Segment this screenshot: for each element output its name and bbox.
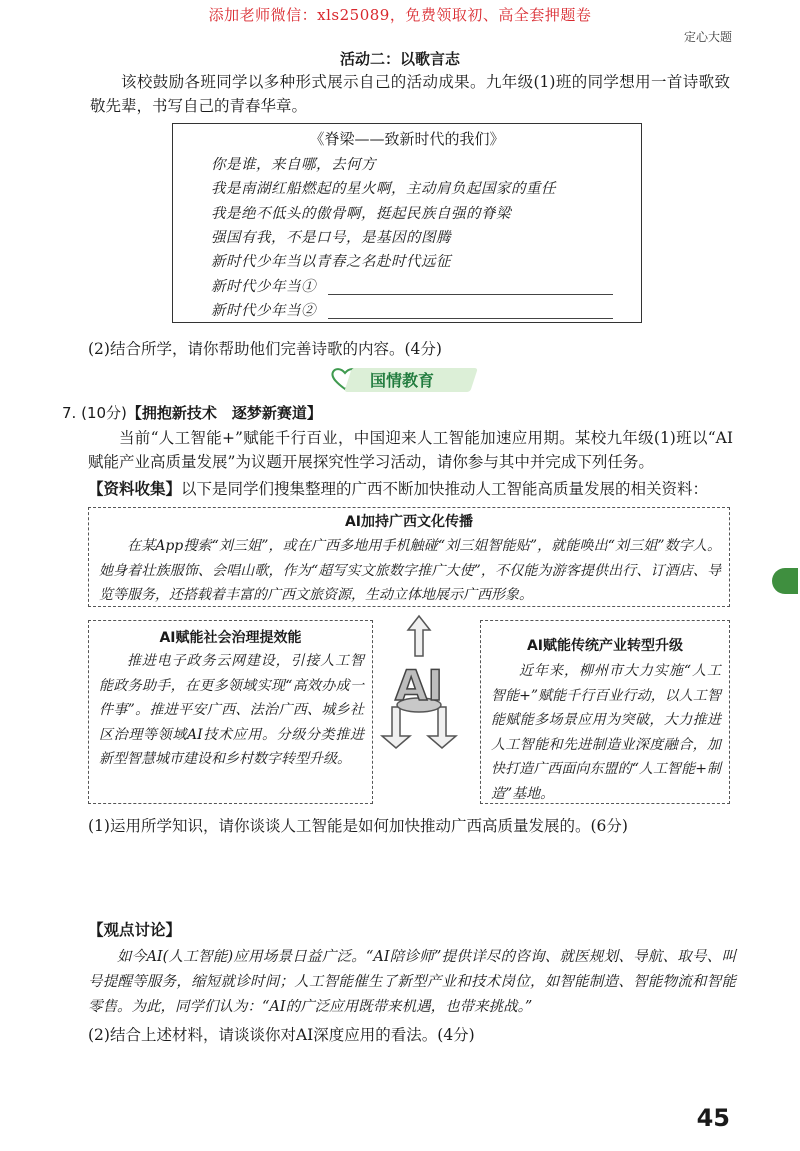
material-box-culture <box>88 507 730 607</box>
material-box-governance <box>88 620 373 804</box>
ai-arrows-logo <box>380 612 458 752</box>
question-tag: 【拥抱新技术 逐梦新赛道】 <box>126 404 322 422</box>
answer-blank-line-2 <box>328 318 613 319</box>
poem-line: 你是谁，来自哪，去何方 <box>211 157 376 173</box>
q7-question1: (1)运用所学知识，请你谈谈人工智能是如何加快推动广西高质量发展的。(6分) <box>88 817 628 835</box>
collect-label: 【资料收集】 <box>88 480 182 498</box>
discussion-text: 如今AI(人工智能)应用场景日益广泛。“AI陪诊师”提供详尽的咨询、就医规划、导航、取号、叫号提醒等服务，缩短就诊时间；人工智能催生了新型产业和技术岗位，如智能制造、智能物流和智能零售。为此，同学们认为：“AI的广泛应用既带来机遇，也带来挑战。” <box>88 949 736 1015</box>
question-number: 7. <box>62 404 77 422</box>
poem-line: 我是绝不低头的傲骨啊，挺起民族自强的脊梁 <box>211 206 511 222</box>
box-title: AI赋能传统产业转型升级 <box>526 638 684 654</box>
q7-question2: (2)结合上述材料，请谈谈你对AI深度应用的看法。(4分) <box>88 1026 475 1044</box>
box-text: 推进电子政务云网建设，引接人工智能政务助手，在更多领域实现“高效办成一件事”。推进平安广西、法治广西、城乡社区治理等领域AI技术应用。分级分类推进新型智慧城市建设和乡村数字转型升级。 <box>99 653 364 767</box>
poem-line: 新时代少年当以青春之名赴时代远征 <box>211 254 451 270</box>
box-text: 近年来，柳州市大力实施“人工智能+”赋能千行百业行动，以人工智能赋能多场景应用为突破，大力推进人工智能和先进制造业深度融合，加快打造广西面向东盟的“人工智能+制造”基地。 <box>491 663 721 802</box>
activity2-intro: 该校鼓励各班同学以多种形式展示自己的活动成果。九年级(1)班的同学想用一首诗歌致敬先辈，书写自己的青春华章。 <box>90 73 730 115</box>
section-header: 定心大题 <box>683 30 732 44</box>
banner-label: 国情教育 <box>370 371 435 390</box>
collect-text: 以下是同学们搜集整理的广西不断加快推动人工智能高质量发展的相关资料： <box>181 480 709 498</box>
poem-line: 强国有我，不是口号，是基因的图腾 <box>211 230 451 246</box>
activity2-title: 活动二：以歌言志 <box>339 50 460 68</box>
material-box-industry <box>480 620 730 804</box>
q7-intro: 当前“人工智能+”赋能千行百业，中国迎来人工智能加速应用期。某校九年级(1)班以“AI赋能产业高质量发展”为议题开展探究性学习活动，请你参与其中并完成下列任务。 <box>88 429 733 471</box>
poem-box <box>172 123 642 323</box>
box-text: 在某App搜索“刘三姐”，或在广西多地用手机触碰“刘三姐智能贴”，就能唤出“刘三姐”数字人。她身着壮族服饰、会唱山歌，作为“超写实文旅数字推广大使”，不仅能为游客提供出行、订酒店、导览等服务，还搭载着丰富的广西文旅资源，生动立体地展示广西形象。 <box>99 538 721 603</box>
question-score: (10分) <box>81 404 127 422</box>
poem-line: 我是南湖红船燃起的星火啊，主动肩负起国家的重任 <box>211 181 556 197</box>
answer-blank-line-1 <box>328 294 613 295</box>
section-banner <box>330 364 476 394</box>
side-tab-marker <box>772 568 798 594</box>
box-title: AI赋能社会治理提效能 <box>159 630 302 646</box>
poem-title: 《脊梁——致新时代的我们》 <box>309 130 505 148</box>
poem-line-blank-2: 新时代少年当② <box>211 303 316 319</box>
page-number: 45 <box>696 1104 730 1132</box>
activity2-question2: (2)结合所学，请你帮助他们完善诗歌的内容。(4分) <box>88 340 442 358</box>
ai-logo-text: AI <box>394 661 444 710</box>
discussion-label: 【观点讨论】 <box>88 921 182 939</box>
poem-line-blank-1: 新时代少年当① <box>211 279 316 295</box>
box-title: AI加持广西文化传播 <box>344 514 474 530</box>
watermark-text: 添加老师微信：xls25089，免费领取初、高全套押题卷 <box>208 6 592 24</box>
